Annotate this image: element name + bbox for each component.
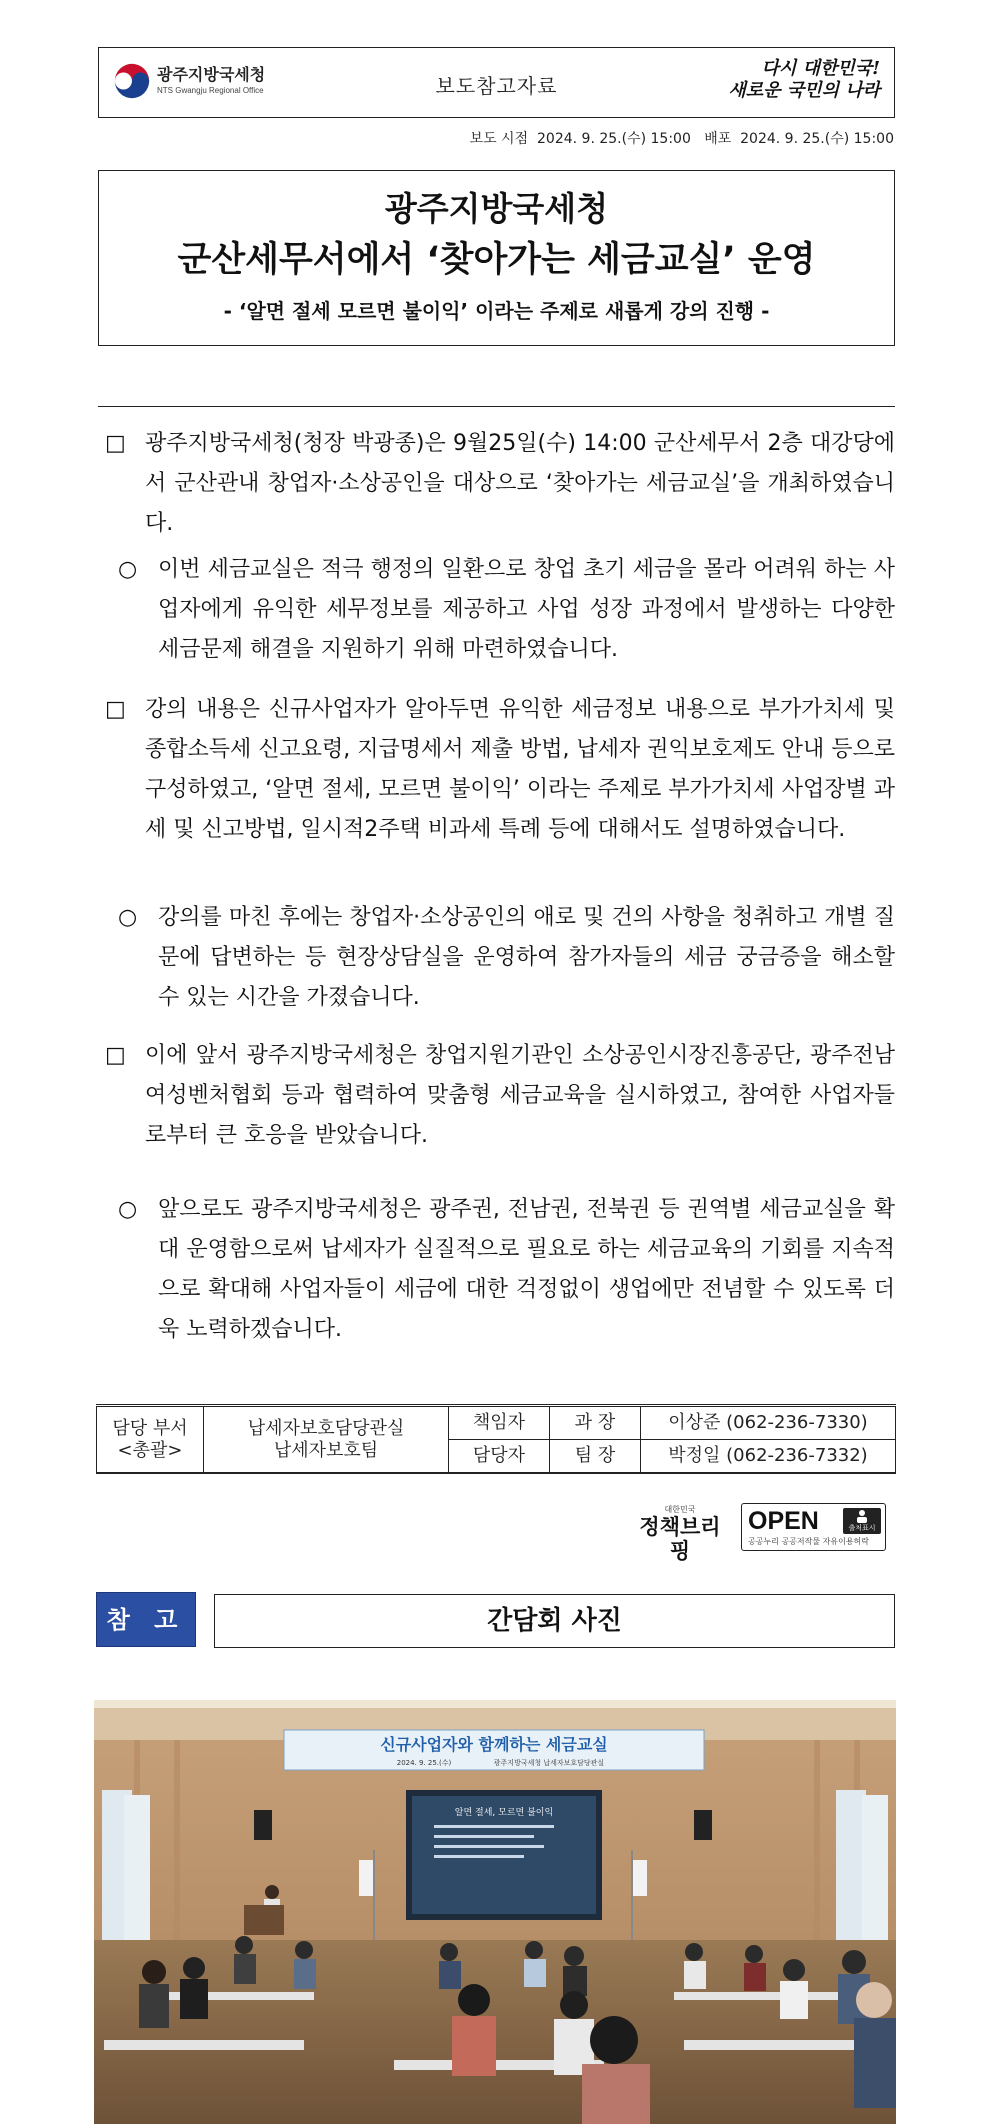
banner-org: 광주지방국세청 납세자보호담당관실: [493, 1759, 605, 1767]
subtitle: - ‘알면 절세 모르면 불이익’ 이라는 주제로 새롭게 강의 진행 -: [223, 299, 770, 323]
press-header-box: [98, 47, 895, 118]
paragraph-4: [118, 898, 895, 1018]
paragraph-text: 앞으로도 광주지방국세청은 광주권, 전남권, 전북권 등 권역별 세금교실을 확대 운영함으로써 납세자가 실질적으로 필요로 하는 세금교육의 기회를 지속적으로 확대해 사업자들이 세금에 대한 걱정없이 생업에만 전념할 수 있도록 더욱 노력하겠습니다.: [158, 1197, 895, 1342]
paragraph-text: 광주지방국세청(청장 박광종)은 9월25일(수) 14:00 군산세무서 2층 대강당에서 군산관내 창업자·소상공인을 대상으로 ‘찾아가는 세금교실’을 개최하였습니다.: [145, 431, 895, 536]
paragraph-text: 이에 앞서 광주지방국세청은 창업지원기관인 소상공인시장진흥공단, 광주전남여성벤처협회 등과 협력하여 맞춤형 세금교육을 실시하였고, 참여한 사업자들로부터 큰 호응을 받았습니다.: [145, 1043, 895, 1148]
role-1: 책임자: [449, 1406, 550, 1440]
slogan-line-1: 다시 대한민국!: [761, 58, 880, 79]
org-name-ko: 광주지방국세청: [157, 65, 266, 84]
paragraph-text: 강의 내용은 신규사업자가 알아두면 유익한 세금정보 내용으로 부가가치세 및 종합소득세 신고요령, 지급명세서 제출 방법, 납세자 권익보호제도 안내 등으로 구성하였고, ‘알면 절세, 모르면 불이익’ 이라는 주제로 부가가치세 사업장별 과세 및 신고방법, 일시적2주택 비과세 특례 등에 대해서도 설명하였습니다.: [145, 697, 895, 842]
slogan-line-2: 새로운 국민의 나라: [728, 80, 880, 101]
open-word: OPEN: [748, 1507, 819, 1535]
open-foot-text: 공공누리 공공저작물 자유이용허락: [748, 1537, 870, 1546]
paragraph-5: [105, 1036, 895, 1156]
circle-bullet-icon: ○: [118, 557, 138, 582]
square-bullet-icon: □: [105, 697, 126, 722]
person-2: 박정일 (062-236-7332): [641, 1440, 896, 1474]
title-box: [98, 170, 895, 346]
paragraph-1: [105, 424, 895, 544]
divider: [98, 406, 895, 407]
banner-title: 신규사업자와 함께하는 세금교실: [380, 1735, 608, 1754]
attribution-label: 출처표시: [848, 1524, 876, 1532]
slogan: [710, 58, 880, 102]
seminar-photo: [94, 1700, 896, 2124]
paragraph-text: 강의를 마친 후에는 창업자·소상공인의 애로 및 건의 사항을 청취하고 개별 질문에 답변하는 등 현장상담실을 운영하여 참가자들의 세금 궁금증을 해소할 수 있는 시간을 가졌습니다.: [158, 905, 895, 1010]
banner-date: 2024. 9. 25.(수): [396, 1759, 452, 1767]
paragraph-3: [105, 690, 895, 850]
brief-top-text: 대한민국: [664, 1505, 696, 1514]
dept-label-cell: [97, 1406, 204, 1474]
square-bullet-icon: □: [105, 1043, 126, 1068]
paragraph-6: [118, 1190, 895, 1350]
policy-briefing-logo: [632, 1504, 728, 1563]
brief-main-text: 정책브리핑: [639, 1515, 721, 1563]
title-2: 팀 장: [550, 1440, 641, 1474]
paragraph-text: 이번 세금교실은 적극 행정의 일환으로 창업 초기 세금을 몰라 어려워 하는 사업자에게 유익한 세무정보를 제공하고 사업 성장 과정에서 발생하는 다양한 세금문제 해결을 지원하기 위해 마련하였습니다.: [158, 557, 895, 662]
circle-bullet-icon: ○: [118, 905, 138, 930]
kogl-open-logo: [741, 1503, 886, 1551]
release-time: 보도 시점 2024. 9. 25.(수) 15:00 배포 2024. 9. 25.(수) 15:00: [469, 131, 894, 147]
attribution-icon: [843, 1508, 881, 1534]
dept-label: 담당 부서: [112, 1417, 188, 1439]
role-2: 담당자: [449, 1440, 550, 1474]
title-line-2: 군산세무서에서 ‘찾아가는 세금교실’ 운영: [177, 240, 816, 280]
org-name-en: NTS Gwangju Regional Office: [157, 86, 264, 95]
screen-heading: 알면 절세, 모르면 불이익: [454, 1808, 554, 1818]
dept-name-1: 납세자보호담당관실: [247, 1417, 405, 1439]
dept-name-2: 납세자보호팀: [273, 1439, 379, 1461]
title-line-1: 광주지방국세청: [384, 189, 609, 228]
dept-label-2: <총괄>: [117, 1439, 183, 1461]
person-1: 이상준 (062-236-7330): [641, 1406, 896, 1440]
reference-badge: 참 고: [96, 1592, 196, 1647]
circle-bullet-icon: ○: [118, 1197, 138, 1222]
reference-title: 간담회 사진: [214, 1594, 895, 1648]
contact-table: [96, 1404, 896, 1474]
paragraph-2: [118, 550, 895, 670]
doc-type-label: 보도참고자료: [435, 74, 558, 98]
square-bullet-icon: □: [105, 431, 126, 456]
title-1: 과 장: [550, 1406, 641, 1440]
seminar-photo-illustration: [94, 1700, 896, 2124]
dept-name-cell: [204, 1406, 449, 1474]
